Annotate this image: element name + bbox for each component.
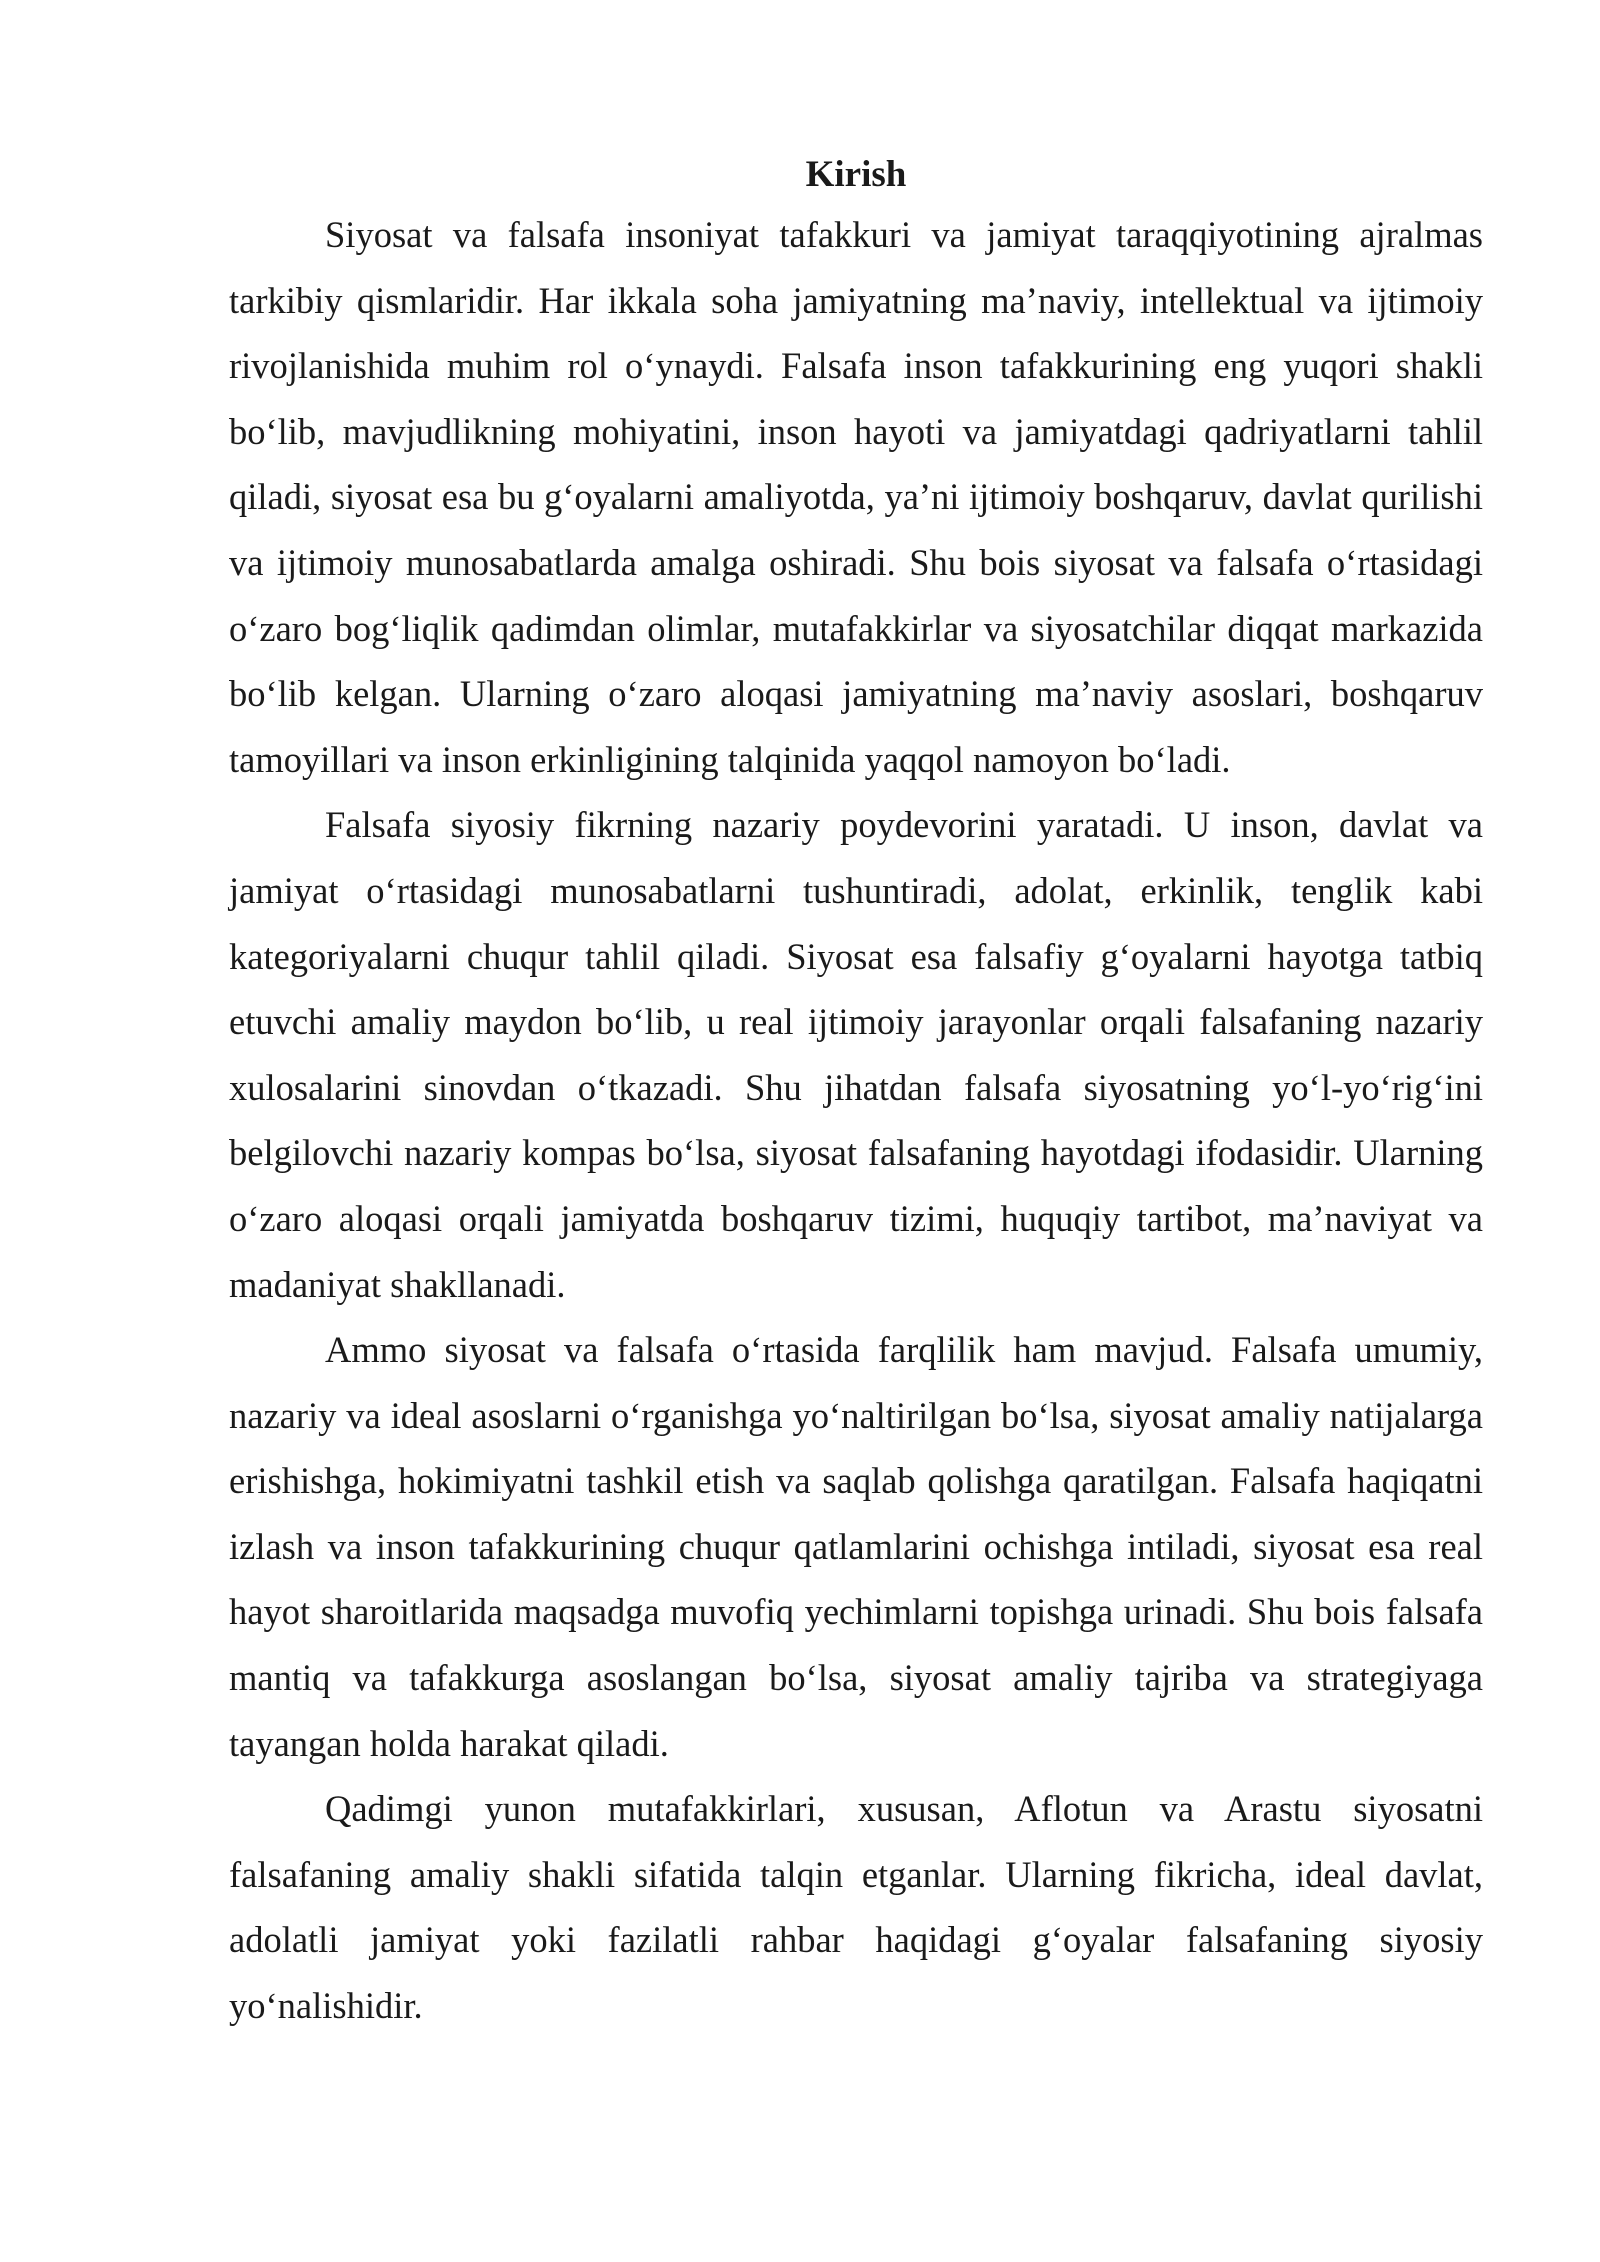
paragraph-2: Falsafa siyosiy fikrning nazariy poydevorini yaratadi. U inson, davlat va jamiyat o‘rtasidagi munosabatlarni tushuntiradi, adolat, erkinlik, tenglik kabi kategoriyalarni chuqur tahlil qiladi. Siyosat esa falsafiy g‘oyalarni hayotga tatbiq etuvchi amaliy maydon bo‘lib, u real ijtimoiy jarayonlar orqali falsafaning nazariy xulosalarini sinovdan o‘tkazadi. Shu jihatdan falsafa siyosatning yo‘l-yo‘rig‘ini belgilovchi nazariy kompas bo‘lsa, siyosat falsafaning hayotdagi ifodasidir. Ularning o‘zaro aloqasi orqali jamiyatda boshqaruv tizimi, huquqiy tartibot, ma’naviyat va madaniyat shakllanadi.: [229, 804, 1483, 1305]
document-body: [229, 148, 1483, 2039]
paragraph-1: Siyosat va falsafa insoniyat tafakkuri va jamiyat taraqqiyotining ajralmas tarkibiy qismlaridir. Har ikkala soha jamiyatning ma’naviy, intellektual va ijtimoiy rivojlanishida muhim rol o‘ynaydi. Falsafa inson tafakkurining eng yuqori shakli bo‘lib, mavjudlikning mohiyatini, inson hayoti va jamiyatdagi qadriyatlarni tahlil qiladi, siyosat esa bu g‘oyalarni amaliyotda, ya’ni ijtimoiy boshqaruv, davlat qurilishi va ijtimoiy munosabatlarda amalga oshiradi. Shu bois siyosat va falsafa o‘rtasidagi o‘zaro bog‘liqlik qadimdan olimlar, mutafakkirlar va siyosatchilar diqqat markazida bo‘lib kelgan. Ularning o‘zaro aloqasi jamiyatning ma’naviy asoslari, boshqaruv tamoyillari va inson erkinligining talqinida yaqqol namoyon bo‘ladi.: [229, 214, 1483, 780]
paragraph-4: Qadimgi yunon mutafakkirlari, xususan, Aflotun va Arastu siyosatni falsafaning amaliy shakli sifatida talqin etganlar. Ularning fikricha, ideal davlat, adolatli jamiyat yoki fazilatli rahbar haqidagi g‘oyalar falsafaning siyosiy yo‘nalishidir.: [229, 1788, 1483, 2027]
page-title: Kirish: [805, 154, 907, 195]
paragraph-3: Ammo siyosat va falsafa o‘rtasida farqlilik ham mavjud. Falsafa umumiy, nazariy va ideal asoslarni o‘rganishga yo‘naltirilgan bo‘lsa, siyosat amaliy natijalarga erishishga, hokimiyatni tashkil etish va saqlab qolishga qaratilgan. Falsafa haqiqatni izlash va inson tafakkurining chuqur qatlamlarini ochishga intiladi, siyosat esa real hayot sharoitlarida maqsadga muvofiq yechimlarni topishga urinadi. Shu bois falsafa mantiq va tafakkurga asoslangan bo‘lsa, siyosat amaliy tajriba va strategiyaga tayangan holda harakat qiladi.: [229, 1329, 1483, 1764]
